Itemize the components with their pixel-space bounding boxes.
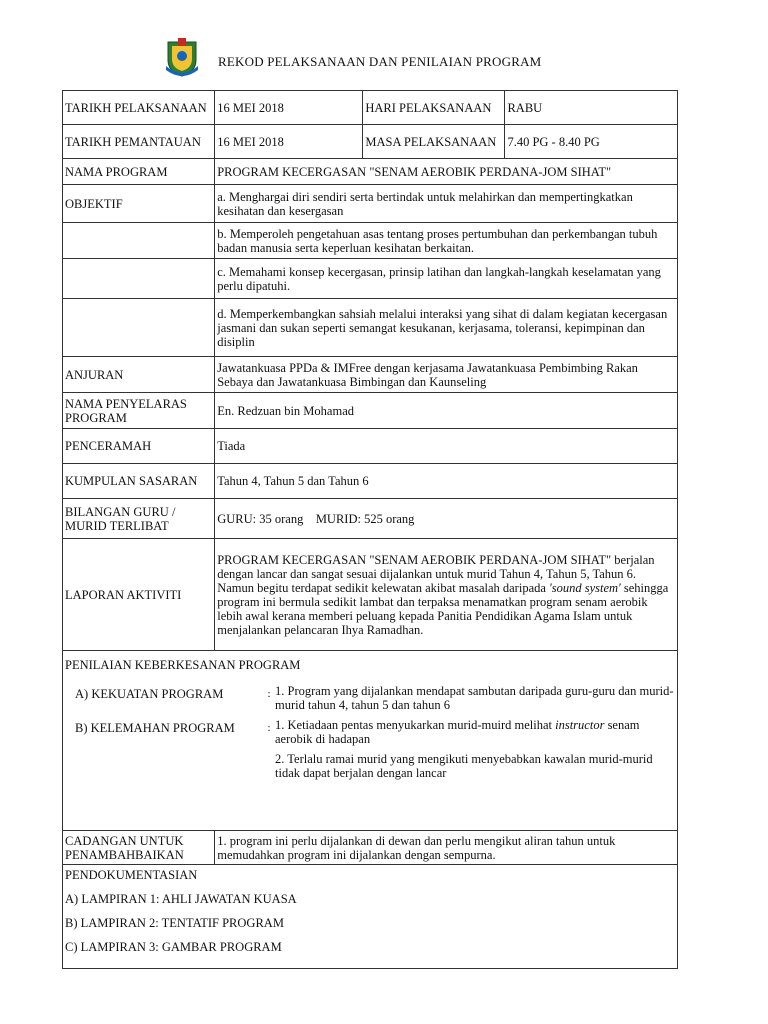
table-row	[63, 259, 678, 299]
objektif-blank	[63, 223, 215, 259]
penilaian-section	[63, 651, 678, 831]
laporan-value	[215, 539, 678, 651]
bilangan-value: GURU: 35 orang MURID: 525 orang	[215, 499, 678, 539]
penilaian-grid	[75, 684, 675, 780]
laporan-text-1: PROGRAM KECERGASAN "SENAM AEROBIK PERDANA-JOM SIHAT" berjalan dengan lancar dan sangat sesuai dijalankan untuk murid Tahun 4, Tahun 5, Tahun 6. Namun begitu terdapat sedikit kelewatan akibat masalah daripada	[217, 552, 655, 595]
anjuran-label: ANJURAN	[63, 357, 215, 393]
objektif-item-a: a. Menghargai diri sendiri serta bertindak untuk melahirkan dan mempertingkatkan kesihatan dan kesergasan	[215, 185, 678, 223]
laporan-label: LAPORAN AKTIVITI	[63, 539, 215, 651]
tarikh-pelaksanaan-label: TARIKH PELAKSANAAN	[63, 91, 215, 125]
cadangan-value: 1. program ini perlu dijalankan di dewan dan perlu mengikut aliran tahun untuk memudahkan program ini dijalankan dengan sempurna.	[215, 831, 678, 865]
cadangan-label: CADANGAN UNTUK PENAMBAHBAIKAN	[63, 831, 215, 865]
kelemahan-item-2: 2. Terlalu ramai murid yang mengikuti menyebabkan kawalan murid-murid tidak dapat berjalan dengan lancar	[275, 752, 653, 780]
kelemahan-1-italic: instructor	[555, 718, 605, 732]
document-header	[160, 34, 640, 84]
hari-pelaksanaan-value: RABU	[505, 91, 678, 125]
table-row	[63, 91, 678, 125]
kelemahan-1-text-a: 1. Ketiadaan pentas menyukarkan murid-muird melihat	[275, 718, 556, 732]
objektif-blank	[63, 299, 215, 357]
lampiran-2: B) LAMPIRAN 2: TENTATIF PROGRAM	[65, 916, 284, 930]
kekuatan-item-1: 1. Program yang dijalankan mendapat sambutan daripada guru-guru dan murid-murid tahun 4, tahun 5 dan tahun 6	[275, 684, 674, 712]
sasaran-label: KUMPULAN SASARAN	[63, 464, 215, 499]
nama-program-label: NAMA PROGRAM	[63, 159, 215, 185]
objektif-item-d: d. Memperkembangkan sahsiah melalui interaksi yang sihat di dalam kegiatan kecergasan jasmani dan sukan seperti semangat kesukanan, kerjasama, toleransi, kepimpinan dan disiplin	[215, 299, 678, 357]
table-row	[63, 299, 678, 357]
penceramah-value: Tiada	[215, 429, 678, 464]
table-row	[63, 185, 678, 223]
nama-program-value: PROGRAM KECERGASAN "SENAM AEROBIK PERDANA-JOM SIHAT"	[215, 159, 678, 185]
table-row	[63, 393, 678, 429]
table-row	[63, 357, 678, 393]
table-row	[63, 429, 678, 464]
penceramah-label: PENCERAMAH	[63, 429, 215, 464]
hari-pelaksanaan-label: HARI PELAKSANAAN	[363, 91, 505, 125]
kelemahan-1-text-b: senam aerobik di hadapan	[275, 718, 640, 746]
kelemahan-colon: :	[267, 722, 271, 734]
table-row	[63, 865, 678, 969]
objektif-blank	[63, 259, 215, 299]
kekuatan-label: A) KEKUATAN PROGRAM	[75, 687, 224, 701]
lampiran-3: C) LAMPIRAN 3: GAMBAR PROGRAM	[65, 940, 282, 954]
spacer	[75, 752, 265, 780]
laporan-text-italic: 'sound system'	[549, 580, 621, 595]
table-row	[63, 223, 678, 259]
pendokumentasian-title: PENDOKUMENTASIAN	[65, 868, 198, 882]
kelemahan-item-1	[273, 718, 675, 746]
anjuran-value: Jawatankuasa PPDa & IMFree dengan kerjasama Jawatankuasa Pembimbing Rakan Sebaya dan Jawatankuasa Bimbingan dan Kaunseling	[215, 357, 678, 393]
document-title: REKOD PELAKSANAAN DAN PENILAIAN PROGRAM	[218, 54, 542, 69]
objektif-label: OBJEKTIF	[63, 185, 215, 223]
masa-pelaksanaan-value: 7.40 PG - 8.40 PG	[505, 125, 678, 159]
programme-record-table	[62, 90, 678, 969]
bilangan-label: BILANGAN GURU / MURID TERLIBAT	[63, 499, 215, 539]
penyelaras-label: NAMA PENYELARAS PROGRAM	[63, 393, 215, 429]
table-row	[63, 125, 678, 159]
penyelaras-value: En. Redzuan bin Mohamad	[215, 393, 678, 429]
pendokumentasian-section	[63, 865, 678, 969]
sasaran-value: Tahun 4, Tahun 5 dan Tahun 6	[215, 464, 678, 499]
penilaian-title: PENILAIAN KEBERKESANAN PROGRAM	[65, 658, 301, 672]
table-row	[63, 539, 678, 651]
masa-pelaksanaan-label: MASA PELAKSANAAN	[363, 125, 505, 159]
objektif-item-b: b. Memperoleh pengetahuan asas tentang proses pertumbuhan dan perkembangan tubuh badan manusia serta keperluan kesihatan berkaitan.	[215, 223, 678, 259]
tarikh-pelaksanaan-value: 16 MEI 2018	[215, 91, 363, 125]
kelemahan-label: B) KELEMAHAN PROGRAM	[75, 721, 235, 735]
table-row	[63, 831, 678, 865]
kekuatan-colon: :	[267, 688, 271, 700]
table-row	[63, 651, 678, 831]
laporan-text-2: sehingga program ini bermula sedikit lambat dan terpaksa menamatkan program senam aerobik lebih awal kerana memberi peluang kepada Panitia Pendidikan Agama Islam untuk menjalankan pelancaran Ihya Ramadhan.	[217, 580, 669, 637]
table-row	[63, 159, 678, 185]
table-row	[63, 499, 678, 539]
spacer	[265, 752, 273, 780]
objektif-item-c: c. Memahami konsep kecergasan, prinsip latihan dan langkah-langkah keselamatan yang perlu dipatuhi.	[215, 259, 678, 299]
tarikh-pemantauan-label: TARIKH PEMANTAUAN	[63, 125, 215, 159]
lampiran-1: A) LAMPIRAN 1: AHLI JAWATAN KUASA	[65, 892, 297, 906]
school-crest-icon	[162, 36, 202, 78]
table-row	[63, 464, 678, 499]
tarikh-pemantauan-value: 16 MEI 2018	[215, 125, 363, 159]
